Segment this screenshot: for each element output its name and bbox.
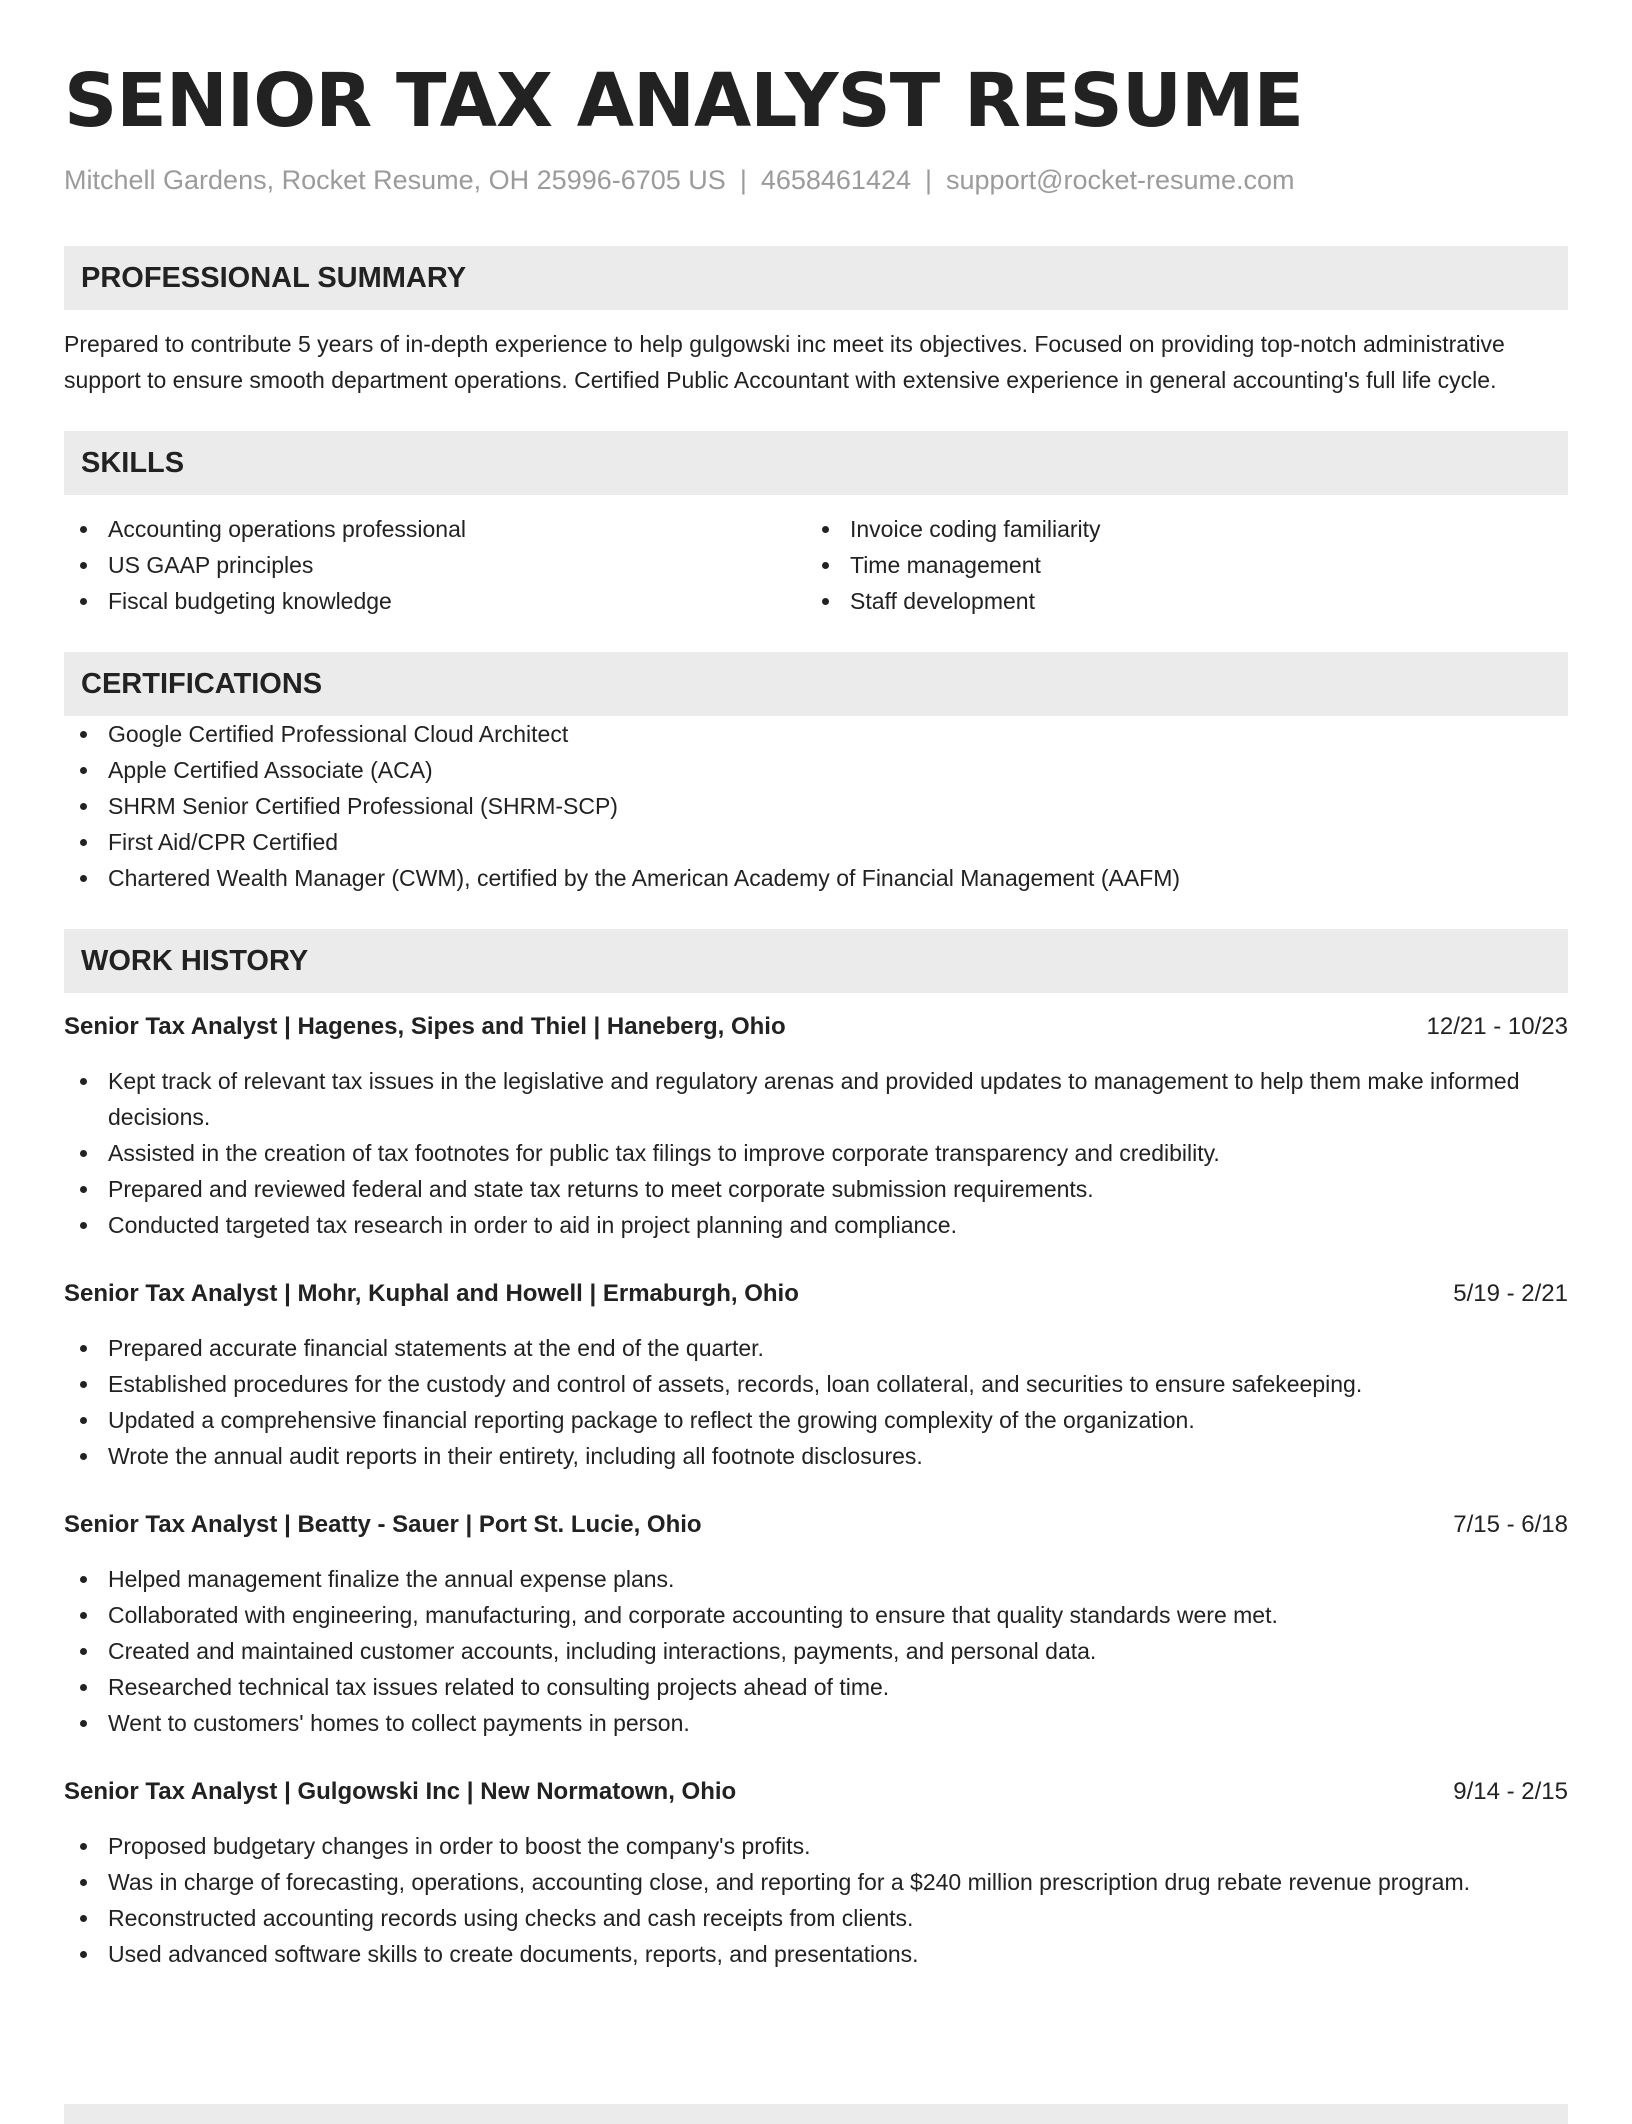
job-bullet: Collaborated with engineering, manufacturing, and corporate accounting to ensure that quality standards were met.	[64, 1597, 1568, 1633]
contact-address: Mitchell Gardens, Rocket Resume, OH 25996-6705 US	[64, 165, 726, 195]
next-section-header-edge	[64, 2104, 1568, 2124]
certification-item: Apple Certified Associate (ACA)	[64, 752, 1568, 788]
job-bullet: Used advanced software skills to create documents, reports, and presentations.	[64, 1936, 1568, 1972]
job-dates: 7/15 - 6/18	[1453, 1511, 1568, 1539]
contact-separator: |	[925, 165, 933, 195]
contact-separator: |	[739, 165, 747, 195]
skill-item: Accounting operations professional	[64, 511, 806, 547]
section-header-work-history: WORK HISTORY	[64, 929, 1568, 993]
job-bullets	[64, 1063, 1568, 1243]
skill-item: Invoice coding familiarity	[806, 511, 1548, 547]
job-entry	[64, 1774, 1568, 1972]
job-dates: 9/14 - 2/15	[1453, 1778, 1568, 1806]
job-title: Senior Tax Analyst | Mohr, Kuphal and Howell | Ermaburgh, Ohio	[64, 1280, 799, 1308]
skills-grid	[64, 511, 1568, 619]
job-header	[64, 1507, 1568, 1543]
certification-item: Google Certified Professional Cloud Architect	[64, 716, 1568, 752]
summary-text: Prepared to contribute 5 years of in-depth experience to help gulgowski inc meet its objectives. Focused on providing top-notch administrative support to ensure smooth department operations. Certified Public Accountant with extensive experience in general accounting's full life cycle.	[64, 331, 1505, 394]
job-bullet: Helped management finalize the annual expense plans.	[64, 1561, 1568, 1597]
job-entry	[64, 1009, 1568, 1243]
job-bullets	[64, 1828, 1568, 1972]
job-entry	[64, 1276, 1568, 1474]
job-bullet: Assisted in the creation of tax footnotes for public tax filings to improve corporate transparency and credibility.	[64, 1135, 1568, 1171]
job-bullet: Conducted targeted tax research in order to aid in project planning and compliance.	[64, 1207, 1568, 1243]
job-title: Senior Tax Analyst | Beatty - Sauer | Port St. Lucie, Ohio	[64, 1511, 702, 1539]
job-title: Senior Tax Analyst | Hagenes, Sipes and Thiel | Haneberg, Ohio	[64, 1013, 786, 1041]
resume-title: SENIOR TAX ANALYST RESUME	[64, 58, 1304, 144]
skills-column-left	[64, 511, 806, 619]
job-bullets	[64, 1330, 1568, 1474]
job-bullet: Updated a comprehensive financial reporting package to reflect the growing complexity of the organization.	[64, 1402, 1568, 1438]
job-bullet: Researched technical tax issues related to consulting projects ahead of time.	[64, 1669, 1568, 1705]
job-bullets	[64, 1561, 1568, 1741]
skill-item: US GAAP principles	[64, 547, 806, 583]
job-bullet: Established procedures for the custody and control of assets, records, loan collateral, and securities to ensure safekeeping.	[64, 1366, 1568, 1402]
job-bullet: Created and maintained customer accounts, including interactions, payments, and personal data.	[64, 1633, 1568, 1669]
skill-item: Fiscal budgeting knowledge	[64, 583, 806, 619]
certifications-list	[64, 716, 1568, 896]
skills-column-right	[806, 511, 1548, 619]
contact-line	[64, 164, 1568, 196]
job-header	[64, 1276, 1568, 1312]
contact-phone: 4658461424	[760, 165, 911, 195]
job-bullet: Wrote the annual audit reports in their entirety, including all footnote disclosures.	[64, 1438, 1568, 1474]
job-dates: 5/19 - 2/21	[1453, 1280, 1568, 1308]
job-header	[64, 1774, 1568, 1810]
certification-item: First Aid/CPR Certified	[64, 824, 1568, 860]
certification-item: SHRM Senior Certified Professional (SHRM-SCP)	[64, 788, 1568, 824]
section-header-certifications: CERTIFICATIONS	[64, 652, 1568, 716]
job-bullet: Kept track of relevant tax issues in the legislative and regulatory arenas and provided updates to management to help them make informed decisions.	[64, 1063, 1568, 1135]
job-bullet: Reconstructed accounting records using checks and cash receipts from clients.	[64, 1900, 1568, 1936]
job-header	[64, 1009, 1568, 1045]
job-bullet: Prepared and reviewed federal and state tax returns to meet corporate submission requirements.	[64, 1171, 1568, 1207]
section-header-summary: PROFESSIONAL SUMMARY	[64, 246, 1568, 310]
job-bullet: Went to customers' homes to collect payments in person.	[64, 1705, 1568, 1741]
skill-item: Time management	[806, 547, 1548, 583]
job-bullet: Was in charge of forecasting, operations, accounting close, and reporting for a $240 million prescription drug rebate revenue program.	[64, 1864, 1568, 1900]
certification-item: Chartered Wealth Manager (CWM), certified by the American Academy of Financial Management (AAFM)	[64, 860, 1568, 896]
job-bullet: Prepared accurate financial statements at the end of the quarter.	[64, 1330, 1568, 1366]
job-dates: 12/21 - 10/23	[1426, 1013, 1568, 1041]
job-title: Senior Tax Analyst | Gulgowski Inc | New Normatown, Ohio	[64, 1778, 737, 1806]
contact-email: support@rocket-resume.com	[946, 165, 1295, 195]
section-header-skills: SKILLS	[64, 431, 1568, 495]
skill-item: Staff development	[806, 583, 1548, 619]
job-bullet: Proposed budgetary changes in order to boost the company's profits.	[64, 1828, 1568, 1864]
job-entry	[64, 1507, 1568, 1741]
resume-page	[64, 50, 1568, 1972]
